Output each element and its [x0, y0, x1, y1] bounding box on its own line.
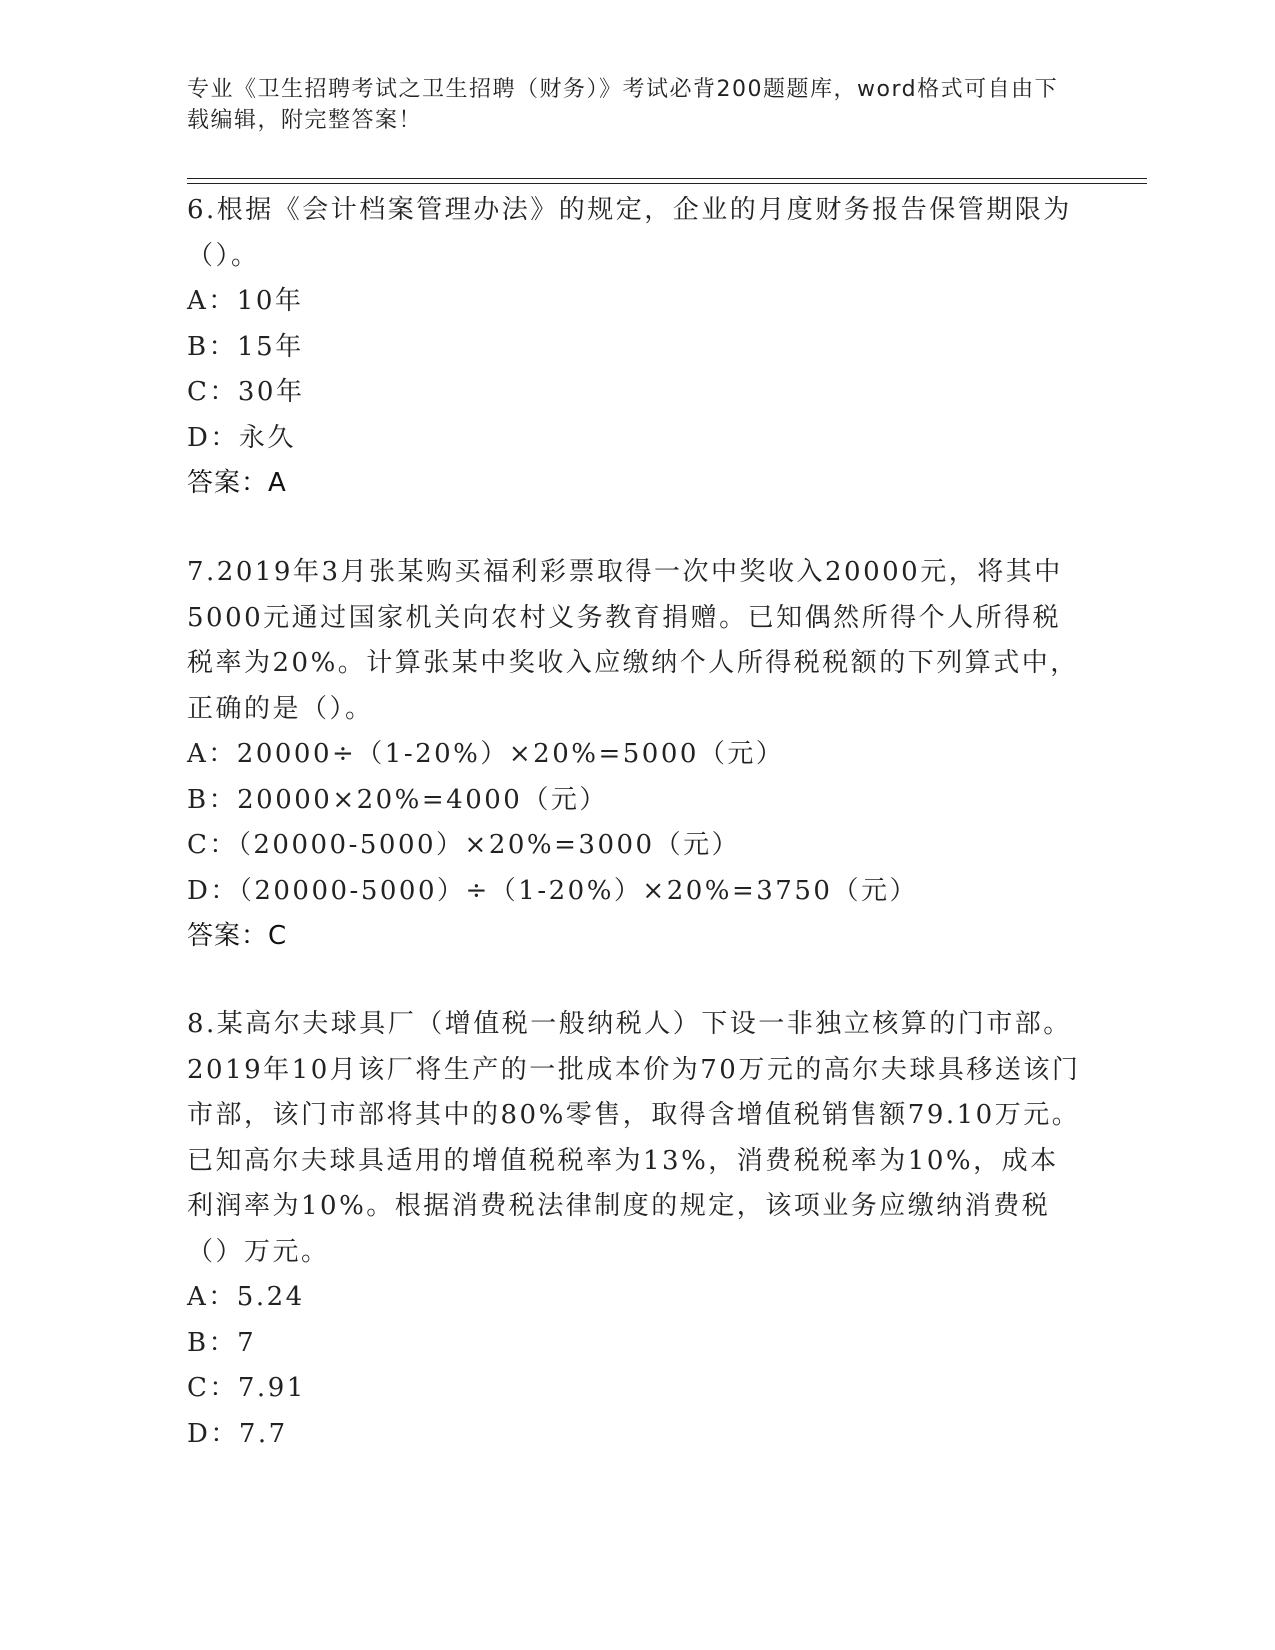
document-header: 专业《卫生招聘考试之卫生招聘（财务）》考试必背200题题库，word格式可自由下载编辑，附完整答案！ — [187, 77, 1059, 133]
answer-line: 答案：C — [187, 921, 288, 951]
option-a: A：5.24 — [187, 1282, 305, 1312]
option-a: A：10年 — [187, 286, 304, 316]
option-d: D：永久 — [187, 422, 296, 453]
question-stem: 7.2019年3月张某购买福利彩票取得一次中奖收入20000元，将其中5000元通过国家机关向农村义务教育捐赠。已知偶然所得个人所得税税率为20%。计算张某中奖收入应缴纳个人所得税税额的下列算式中，正确的是（）。 — [187, 557, 1079, 724]
header-divider-top — [187, 178, 1147, 179]
option-d: D：（20000-5000）÷（1-20%）×20%=3750（元） — [187, 875, 918, 906]
option-b: B：15年 — [187, 331, 304, 362]
question-7 — [187, 550, 1087, 960]
question-stem: 6.根据《会计档案管理办法》的规定，企业的月度财务报告保管期限为（）。 — [187, 195, 1072, 271]
option-b: B：20000×20%=4000（元） — [187, 784, 608, 815]
option-c: C：7.91 — [187, 1373, 306, 1403]
header-divider-bottom — [187, 183, 1147, 184]
option-d: D：7.7 — [187, 1418, 288, 1449]
option-a: A：20000÷（1-20%）×20%=5000（元） — [187, 739, 785, 769]
option-c: C：（20000-5000）×20%=3000（元） — [187, 830, 741, 860]
answer-line: 答案：A — [187, 468, 287, 498]
option-b: B：7 — [187, 1327, 257, 1358]
option-c: C：30年 — [187, 377, 305, 407]
question-6 — [187, 188, 1087, 507]
question-stem: 8.某高尔夫球具厂（增值税一般纳税人）下设一非独立核算的门市部。2019年10月该厂将生产的一批成本价为70万元的高尔夫球具移送该门市部，该门市部将其中的80%零售，取得含增值税销售额79.10万元。已知高尔夫球具适用的增值税税率为13%，消费税税率为10%，成本利润率为10%。根据消费税法律制度的规定，该项业务应缴纳消费税（）万元。 — [187, 1009, 1081, 1267]
question-8 — [187, 1002, 1087, 1457]
